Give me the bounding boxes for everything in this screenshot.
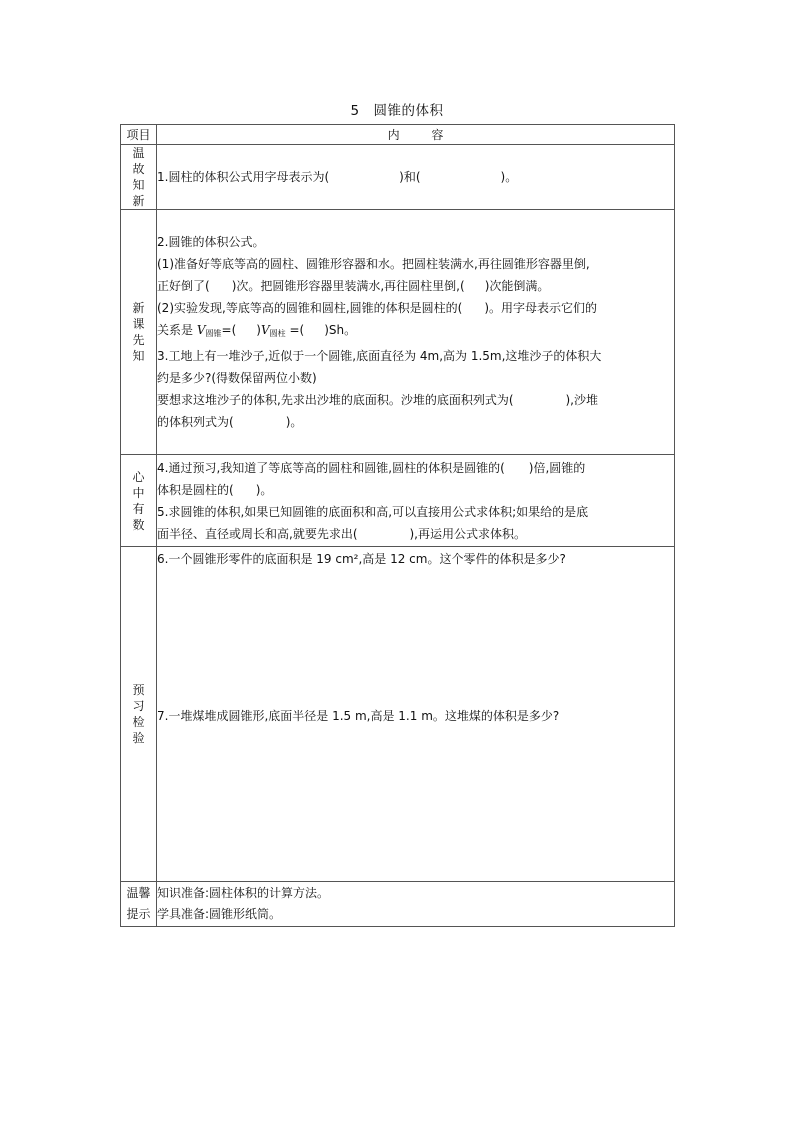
- section-content-tips: [157, 882, 675, 927]
- question-3-line-1: 3.工地上有一堆沙子,近似于一个圆锥,底面直径为 4m,高为 1.5m,这堆沙子的体积大: [157, 349, 602, 363]
- label-word: 温馨: [126, 886, 151, 900]
- question-2-2-line-1: [157, 297, 674, 319]
- question-1: [157, 170, 517, 184]
- section-key-points-row: [121, 455, 675, 547]
- section-new-lesson-row: [121, 210, 675, 455]
- q2-1-text: )次。把圆锥形容器里装满水,再往圆柱里倒,(: [231, 279, 465, 293]
- question-2-1-line-2: [157, 275, 674, 297]
- formula-v: V: [196, 323, 206, 337]
- section-label-key-points: [121, 455, 157, 547]
- section-label-review: [121, 145, 157, 210]
- question-7: 7.一堆煤堆成圆锥形,底面半径是 1.5 m,高是 1.1 m。这堆煤的体积是多少?: [157, 709, 560, 723]
- formula-v: V: [260, 323, 270, 337]
- label-char: 习: [132, 699, 145, 713]
- label-char: 验: [132, 731, 145, 745]
- question-4-line-1: [157, 457, 674, 479]
- label-char: 数: [132, 517, 145, 532]
- q3-text: 的体积列式为(: [157, 415, 234, 429]
- q4-text: 体积是圆柱的(: [157, 482, 234, 497]
- question-5-line-1: 5.求圆锥的体积,如果已知圆锥的底面积和高,可以直接用公式求体积;如果给的是底: [157, 504, 589, 519]
- q1-text: )。: [500, 170, 518, 184]
- q2-2-text: (2)实验发现,等底等高的圆锥和圆柱,圆锥的体积是圆柱的(: [157, 301, 463, 315]
- q1-text: 1.圆柱的体积公式用字母表示为(: [157, 170, 330, 184]
- q3-text: ),沙堆: [565, 393, 598, 407]
- header-item-label: 项目: [126, 127, 151, 142]
- q2-1-text: )次能倒满。: [484, 279, 550, 293]
- label-char: 预: [132, 683, 145, 697]
- q3-text: )。: [285, 415, 303, 429]
- label-char: 知: [132, 349, 145, 363]
- section-label-tips: [121, 882, 157, 927]
- section-self-check-row: [121, 547, 675, 882]
- label-char: 故: [132, 162, 145, 176]
- header-row: [121, 125, 675, 145]
- label-char: 课: [132, 317, 145, 331]
- label-char: 检: [132, 715, 145, 729]
- q1-text: )和(: [399, 170, 421, 184]
- section-content-review: [157, 145, 675, 210]
- section-content-new-lesson: [157, 210, 675, 455]
- preview-worksheet-table: [120, 124, 675, 927]
- tip-materials: 学具准备:圆锥形纸筒。: [157, 907, 282, 921]
- question-2-1-line-1: (1)准备好等底等高的圆柱、圆锥形容器和水。把圆柱装满水,再往圆锥形容器里倒,: [157, 257, 590, 271]
- section-content-key-points: [157, 455, 675, 547]
- question-2-heading: 2.圆锥的体积公式。: [157, 235, 265, 249]
- label-char: 中: [132, 485, 145, 500]
- label-char: 新: [132, 194, 145, 208]
- question-5-line-2: [157, 523, 674, 545]
- label-word: 提示: [126, 907, 151, 921]
- label-char: 有: [132, 501, 145, 516]
- question-3-line-2: 约是多少?(得数保留两位小数): [157, 371, 317, 385]
- label-char: 心: [132, 469, 145, 484]
- section-tips-row: [121, 882, 675, 927]
- formula-sub-cone: 圆锥: [205, 329, 222, 338]
- section-label-self-check: [121, 547, 157, 882]
- q2-1-text: 正好倒了(: [157, 279, 210, 293]
- label-char: 知: [132, 178, 145, 192]
- q4-text: 4.通过预习,我知道了等底等高的圆柱和圆锥,圆柱的体积是圆锥的(: [157, 460, 505, 475]
- formula-sub-cylinder: 圆柱: [269, 329, 286, 338]
- answer-area-6[interactable]: [157, 581, 657, 701]
- tip-knowledge: 知识准备:圆柱体积的计算方法。: [157, 886, 330, 900]
- header-content-label-2: 容: [431, 128, 444, 142]
- q3-text: 要想求这堆沙子的体积,先求出沙堆的底面积。沙堆的底面积列式为(: [157, 393, 514, 407]
- header-content-label-1: 内: [387, 128, 400, 142]
- question-3-line-3: [157, 389, 674, 411]
- q5-text: 面半径、直径或周长和高,就要先求出(: [157, 526, 358, 541]
- q4-text: )倍,圆锥的: [528, 460, 586, 475]
- formula-paren: ): [256, 323, 261, 337]
- question-3-line-4: [157, 411, 674, 433]
- label-char: 先: [132, 333, 145, 347]
- label-char: 温: [132, 146, 145, 160]
- header-content-cell: [157, 125, 675, 145]
- q5-text: ),再运用公式求体积。: [409, 526, 526, 541]
- q4-text: )。: [255, 482, 273, 497]
- section-label-new-lesson: [121, 210, 157, 455]
- question-4-line-2: [157, 479, 674, 501]
- formula-sh: )Sh。: [324, 323, 357, 337]
- q2-2-text: 关系是: [157, 323, 194, 337]
- section-content-self-check: [157, 547, 675, 882]
- question-2-2-formula: [157, 319, 674, 345]
- page-title: 5 圆锥的体积: [350, 103, 444, 119]
- formula-eq: =(: [221, 323, 237, 337]
- answer-area-7[interactable]: [157, 737, 657, 872]
- formula-eq: =(: [289, 323, 305, 337]
- label-char: 新: [132, 301, 145, 315]
- question-6: 6.一个圆锥形零件的底面积是 19 cm²,高是 12 cm。这个零件的体积是多少?: [157, 552, 566, 566]
- q2-2-text: )。用字母表示它们的: [484, 301, 597, 315]
- section-review-row: [121, 145, 675, 210]
- header-item-cell: [121, 125, 157, 145]
